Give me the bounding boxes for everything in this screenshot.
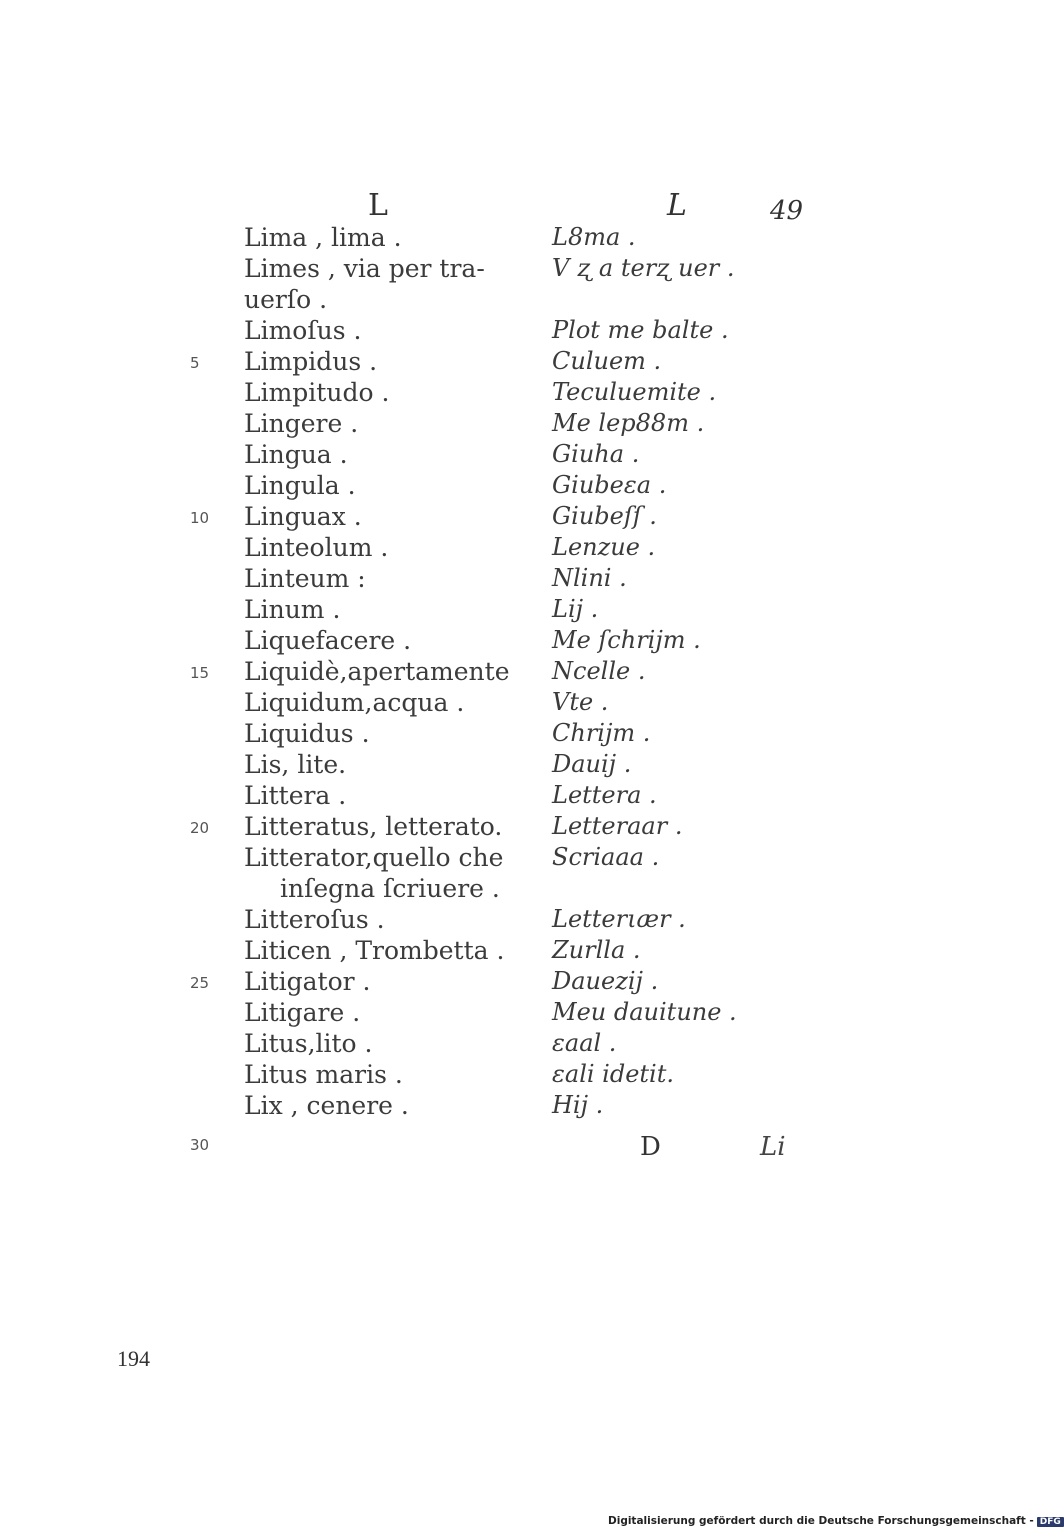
page-number: 49	[770, 196, 804, 226]
latin-term	[244, 594, 340, 625]
latin-term	[244, 346, 377, 377]
albanian-translation: Giubeεa .	[552, 471, 667, 499]
latin-term	[244, 811, 502, 842]
latin-term	[244, 842, 503, 904]
albanian-translation: V ʐ a terʐ uer .	[552, 254, 735, 282]
latin-term	[244, 997, 360, 1028]
albanian-translation: Me lep88m .	[552, 409, 705, 437]
line-number: 10	[190, 509, 210, 527]
latin-term-continuation: inſegna ſcriuere .	[280, 874, 500, 903]
latin-term-text: Liquidus .	[244, 719, 370, 748]
latin-term	[244, 966, 371, 997]
latin-term-text: Litteroſus .	[244, 905, 385, 934]
latin-term	[244, 501, 362, 532]
latin-term	[244, 470, 356, 501]
latin-term	[244, 439, 348, 470]
latin-term-text: Litigare .	[244, 998, 361, 1027]
latin-term-text: Liquidè,apertamente	[244, 657, 510, 686]
albanian-translation: Chrijm .	[552, 719, 651, 747]
banner-text: Digitalisierung gefördert durch die Deutsche Forschungsgemeinschaft -	[608, 1515, 1034, 1527]
latin-term	[244, 625, 411, 656]
latin-term-text: Litus maris .	[244, 1060, 403, 1089]
albanian-translation: εali idetit.	[552, 1060, 675, 1088]
latin-term-text: Litigator .	[244, 967, 371, 996]
latin-term-text: Linteum :	[244, 564, 366, 593]
latin-term	[244, 935, 504, 966]
albanian-translation: Lettera .	[552, 781, 657, 809]
latin-term-text: Limes , via per tra-	[244, 254, 485, 283]
albanian-translation: Letteraar .	[552, 812, 683, 840]
albanian-translation: Dauezij .	[552, 967, 659, 995]
albanian-translation: Culuem .	[552, 347, 662, 375]
latin-term-text: Lix , cenere .	[244, 1091, 409, 1120]
latin-term-text: Liticen , Trombetta .	[244, 936, 505, 965]
latin-term	[244, 656, 510, 687]
latin-term	[244, 315, 361, 346]
albanian-translation: εaal .	[552, 1029, 617, 1057]
signature-mark: D	[640, 1132, 661, 1162]
albanian-translation: L8ma .	[552, 223, 636, 251]
latin-term	[244, 377, 389, 408]
latin-term	[244, 408, 358, 439]
latin-term	[244, 1028, 373, 1059]
line-number: 15	[190, 664, 210, 682]
scan-page-number: 194	[117, 1346, 150, 1371]
albanian-translation: Letterιær .	[552, 905, 686, 933]
latin-term-text: Limpitudo .	[244, 378, 390, 407]
latin-term-continuation: uerſo .	[244, 285, 328, 314]
latin-term-text: Litus,lito .	[244, 1029, 373, 1058]
latin-term-text: Linum .	[244, 595, 341, 624]
latin-term-text: Liquidum,acqua .	[244, 688, 465, 717]
albanian-translation: Dauij .	[552, 750, 632, 778]
albanian-translation: Lenzue .	[552, 533, 656, 561]
albanian-translation: Scriaaa .	[552, 843, 660, 871]
latin-term-text: Linguax .	[244, 502, 362, 531]
latin-term	[244, 749, 346, 780]
latin-term-text: Lis, lite.	[244, 750, 347, 779]
latin-term-text: Littera .	[244, 781, 347, 810]
latin-term	[244, 1090, 409, 1121]
line-number: 25	[190, 974, 210, 992]
latin-term	[244, 687, 464, 718]
albanian-translation: Giuha .	[552, 440, 640, 468]
latin-term-text: Limoſus .	[244, 316, 362, 345]
latin-term-text: Lingua .	[244, 440, 348, 469]
albanian-translation: Meu dauitune .	[552, 998, 737, 1026]
latin-term-text: Lingere .	[244, 409, 359, 438]
line-number: 20	[190, 819, 210, 837]
albanian-translation: Lij .	[552, 595, 599, 623]
latin-term-text: Litteratus, letterato.	[244, 812, 503, 841]
latin-term-text: Litterator,quello che	[244, 843, 504, 872]
albanian-translation: Zurlla .	[552, 936, 641, 964]
dfg-logo-icon: DFG	[1037, 1517, 1064, 1527]
line-number: 30	[190, 1136, 210, 1154]
albanian-translation: Teculuemite .	[552, 378, 717, 406]
latin-term	[244, 780, 346, 811]
latin-term-text: Lingula .	[244, 471, 356, 500]
funding-banner	[608, 1515, 1064, 1527]
catchword: Li	[760, 1132, 786, 1162]
latin-term-text: Liquefacere .	[244, 626, 412, 655]
latin-term	[244, 532, 388, 563]
latin-term	[244, 253, 485, 315]
latin-term-text: Lima , lima .	[244, 223, 402, 252]
albanian-translation: Hij .	[552, 1091, 604, 1119]
latin-term	[244, 718, 370, 749]
latin-term-text: Limpidus .	[244, 347, 378, 376]
albanian-translation: Ncelle .	[552, 657, 646, 685]
column-header-latin: L	[368, 188, 388, 223]
line-number: 5	[190, 354, 200, 372]
albanian-translation: Me ſchrijm .	[552, 626, 701, 654]
albanian-translation: Giubeſſ .	[552, 502, 657, 530]
latin-term	[244, 563, 366, 594]
latin-term-text: Linteolum .	[244, 533, 389, 562]
albanian-translation: Vte .	[552, 688, 609, 716]
latin-term	[244, 904, 385, 935]
albanian-translation: Plot me balte .	[552, 316, 729, 344]
albanian-translation: Nlini .	[552, 564, 627, 592]
column-header-albanian: L	[667, 188, 687, 223]
latin-term	[244, 222, 402, 253]
latin-term	[244, 1059, 403, 1090]
